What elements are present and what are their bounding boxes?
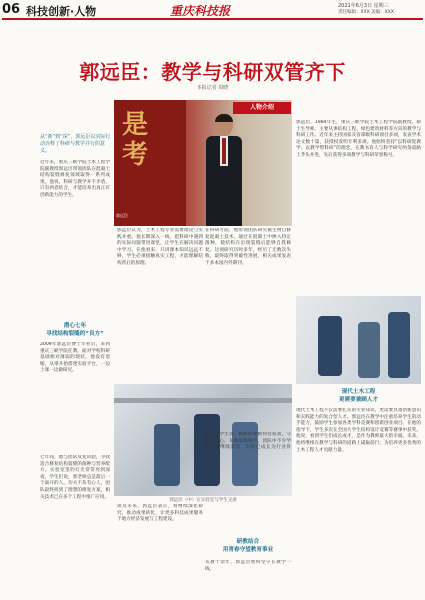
- editor-credits: 责任编辑：XXX 美编：XXX: [338, 10, 394, 15]
- body-column-1: 近年来，重庆三峡学院土木工程学院副教授郭远臣带领团队在混凝土结构裂缝修复领域取得一系列成果。他说，科研与教学并不矛盾，只有两者结合，才能培养出真正有创新能力的学生。: [40, 160, 110, 198]
- person-figure: [206, 114, 242, 226]
- header-rule: [2, 18, 423, 20]
- article-headline: 郭远臣：教学与科研双管齐下: [79, 60, 346, 84]
- newspaper-logo: 重庆科技报: [170, 4, 231, 18]
- body-column-1c: 七年间，他与团队反复试验，寻找适合修复结构裂缝的菌种与营养配方。实验室里的灯光常常亮到深夜，学生们说，郭老师总是最后一个离开的人。功夫不负有心人，团队最终找到了理想的修复方案，相关技术已在多个工程中推广应用。: [40, 455, 110, 500]
- photo-caption: 郭远臣: [116, 213, 128, 218]
- portrait-photo: [114, 100, 292, 226]
- body-column-3b: 他常对学生说，做科研要耐得住寂寞，守得住初心。在他的影响下，团队中不少学生选择继续深造，有的已成长为行业骨干。: [205, 432, 291, 457]
- lab-photo-caption: 郭远臣（中）在实验室与学生交流: [169, 498, 237, 503]
- body-column-3: 在科研方面，他带领团队研究微生物自修复混凝土技术，通过在混凝土中掺入特定菌种，使结构在出现裂缝后能够自我修复。这项研究历时多年，经历了无数次失败，最终取得突破性进展，相关成果发表于多本国内外期刊。: [205, 228, 291, 266]
- section-title: 科技创新·人物: [26, 5, 97, 18]
- issue-date: 2021年6月3日 星期三: [338, 3, 389, 9]
- page-number: 06: [2, 2, 21, 17]
- body-column-2b: 谈及未来，郭远臣表示，将继续深化研究，推动成果转化，让更多科技成果服务于地方经济发展与工程建设。: [117, 504, 203, 523]
- body-column-2: 郭远臣认为，土木工程专业需要理论与实践并重。他长期深入一线，把科研中遇到的实际问题带进课堂，让学生在解决问题中学习。在他看来，只讲课本知识远远不够，学生必须接触真实工程，才能理解结构背后的原理。: [117, 228, 203, 266]
- profile-label: 人物介绍: [233, 102, 291, 114]
- subheading-1: 潜心七年 寻找结构裂缝的“良方”: [46, 323, 104, 337]
- body-column-1b: 2009年郭远臣博士毕业后，来到重庆三峡学院任教。面对学校科研基础相对薄弱的现状，他没有退缩，从零开始搭建实验平台，一边上课一边做研究。: [40, 342, 110, 374]
- pull-quote: 从“新”到“深”，郭远臣以实际行动诠释了科研与教学并行的意义。: [40, 134, 111, 154]
- byline: 本报记者 周晓: [196, 85, 229, 91]
- right-column-2: 现代土木工程不仅需要扎实的专业知识，更需要具备创新意识和实践能力的复合型人才。郭远臣在教学中注重培养学生的动手能力，鼓励学生参加各类学科竞赛和创新创业项目。在他的指导下，学生多次在全国大学生结构设计竞赛等赛事中获奖。他说，看到学生们成长成才，是作为教师最大的幸福。未来，他将继续在教学与科研的道路上砥砺前行，为培养更多优秀的土木工程人才贡献力量。: [296, 408, 421, 453]
- profile-column: 郭远臣，1984年生，重庆三峡学院土木工程学院副教授、硕士生导师。主要从事结构工程、绿色建筑材料等方向的教学与科研工作。近年来主持国家及省部级科研项目多项，发表学术论文数十篇，获授权发明专利多项。他始终坚持“以科研促教学、以教学带科研”的理念，在教书育人与科学研究两条道路上齐头并进，先后获得多项教学与科研荣誉称号。: [296, 120, 421, 158]
- backdrop-calligraphy: 是 考: [122, 110, 149, 170]
- body-column-3c: 从教十余年，郭远臣始终坚守在教学一线。: [205, 560, 291, 572]
- lab-photo-small: [296, 296, 421, 384]
- subheading-2: 现代土木工程 更需要兼顾人才: [338, 389, 379, 403]
- subheading-3: 研教结合 用青春守望教育事业: [222, 539, 274, 553]
